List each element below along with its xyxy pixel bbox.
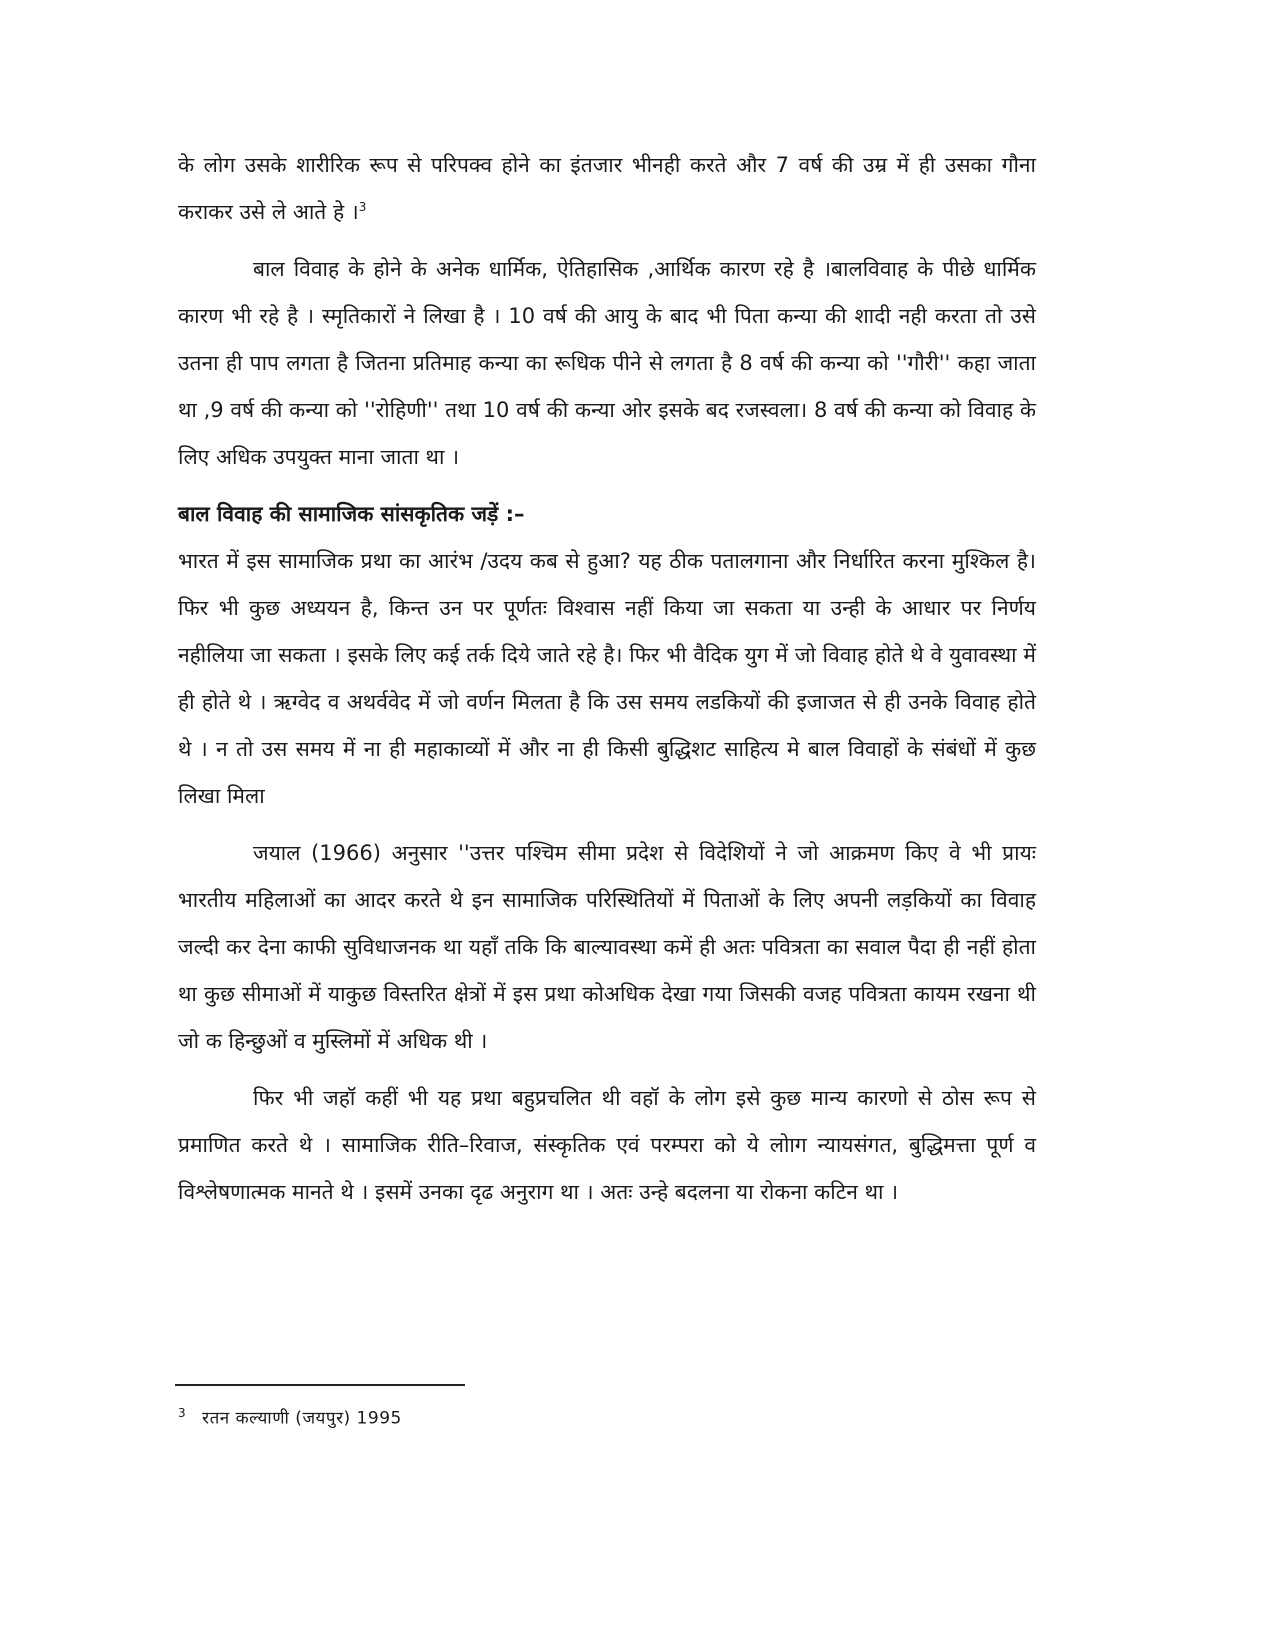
footnote-separator	[175, 1384, 465, 1386]
paragraph-justification: फिर भी जहॉ कहीं भी यह प्रथा बहुप्रचलित थी वहॉ के लोग इसे कुछ मान्य कारणो से ठोस रूप से प्रमाणित करते थे । सामाजिक रीति–रिवाज, संस्कृतिक एवं परम्परा को ये लोाग न्यायसंगत, बुद्धिमत्ता पूर्ण व विश्लेषणात्मक मानते थे । इसमें उनका दृढ अनुराग था । अतः उन्हे बदलना या रोकना कटिन था ।	[178, 1086, 1036, 1204]
paragraph-text: के लोग उसके शारीरिक रूप से परिपक्व होने का इंतजार भीनही करते और 7 वर्ष की उम्र में ही उसका गौना कराकर उसे ले आते हे ।	[178, 153, 1036, 224]
footnote-marker: 3	[178, 1406, 187, 1420]
paragraph-religious-reasons: बाल विवाह के होने के अनेक धार्मिक, ऐतिहासिक ,आर्थिक कारण रहे है ।बालविवाह के पीछे धार्मिक कारण भी रहे है । स्मृतिकारों ने लिखा है । 10 वर्ष की आयु के बाद भी पिता कन्या की शादी नही करता तो उसे उतना ही पाप लगता है जितना प्रतिमाह कन्या का रूधिक पीने से लगता है 8 वर्ष की कन्या को ''गौरी'' कहा जाता था ,9 वर्ष की कन्या को ''रोहिणी'' तथा 10 वर्ष की कन्या ओर इसके बद रजस्वला। 8 वर्ष की कन्या को विवाह के लिए अधिक उपयुक्त माना जाता था ।	[178, 257, 1036, 469]
section-heading: बाल विवाह की सामाजिक सांसकृतिक जड़ें :–	[178, 502, 525, 526]
footnote-reference: 3	[358, 200, 367, 214]
body-text	[178, 142, 1036, 1216]
paragraph-jayal: जयाल (1966) अनुसार ''उत्तर पश्चिम सीमा प्रदेश से विदेशियों ने जो आक्रमण किए वे भी प्रायः भारतीय महिलाओं का आदर करते थे इन सामाजिक परिस्थितियों में पिताओं के लिए अपनी लड़कियों का विवाह जल्दी कर देना काफी सुविधाजनक था यहाँ तकि कि बाल्यावस्था कमें ही अतः पवित्रता का सवाल पैदा ही नहीं होता था कुछ सीमाओं में याकुछ विस्तरित क्षेत्रों में इस प्रथा कोअधिक देखा गया जिसकी वजह पवित्रता कायम रखना थी जो क हिन्छुओं व मुस्लिमों में अधिक थी ।	[178, 841, 1036, 1053]
paragraph-continuation	[178, 142, 1036, 236]
footnote	[178, 1400, 402, 1432]
footnote-text: रतन कल्याणी (जयपुर) 1995	[202, 1408, 402, 1429]
paragraph-origins: भारत में इस सामाजिक प्रथा का आरंभ /उदय कब से हुआ? यह ठीक पतालगाना और निर्धारित करना मुश्किल है। फिर भी कुछ अध्ययन है, किन्त उन पर पूर्णतः विश्वास नहीं किया जा सकता या उन्ही के आधार पर निर्णय नहीलिया जा सकता । इसके लिए कई तर्क दिये जाते रहे है। फिर भी वैदिक युग में जो विवाह होते थे वे युवावस्था में ही होते थे । ऋग्वेद व अथर्ववेद में जो वर्णन मिलता है कि उस समय लडकियों की इजाजत से ही उनके विवाह होते थे । न तो उस समय में ना ही महाकाव्यों में और ना ही किसी बुद्धिशट साहित्य मे बाल विवाहों के संबंधों में कुछ लिखा मिला	[178, 549, 1036, 808]
